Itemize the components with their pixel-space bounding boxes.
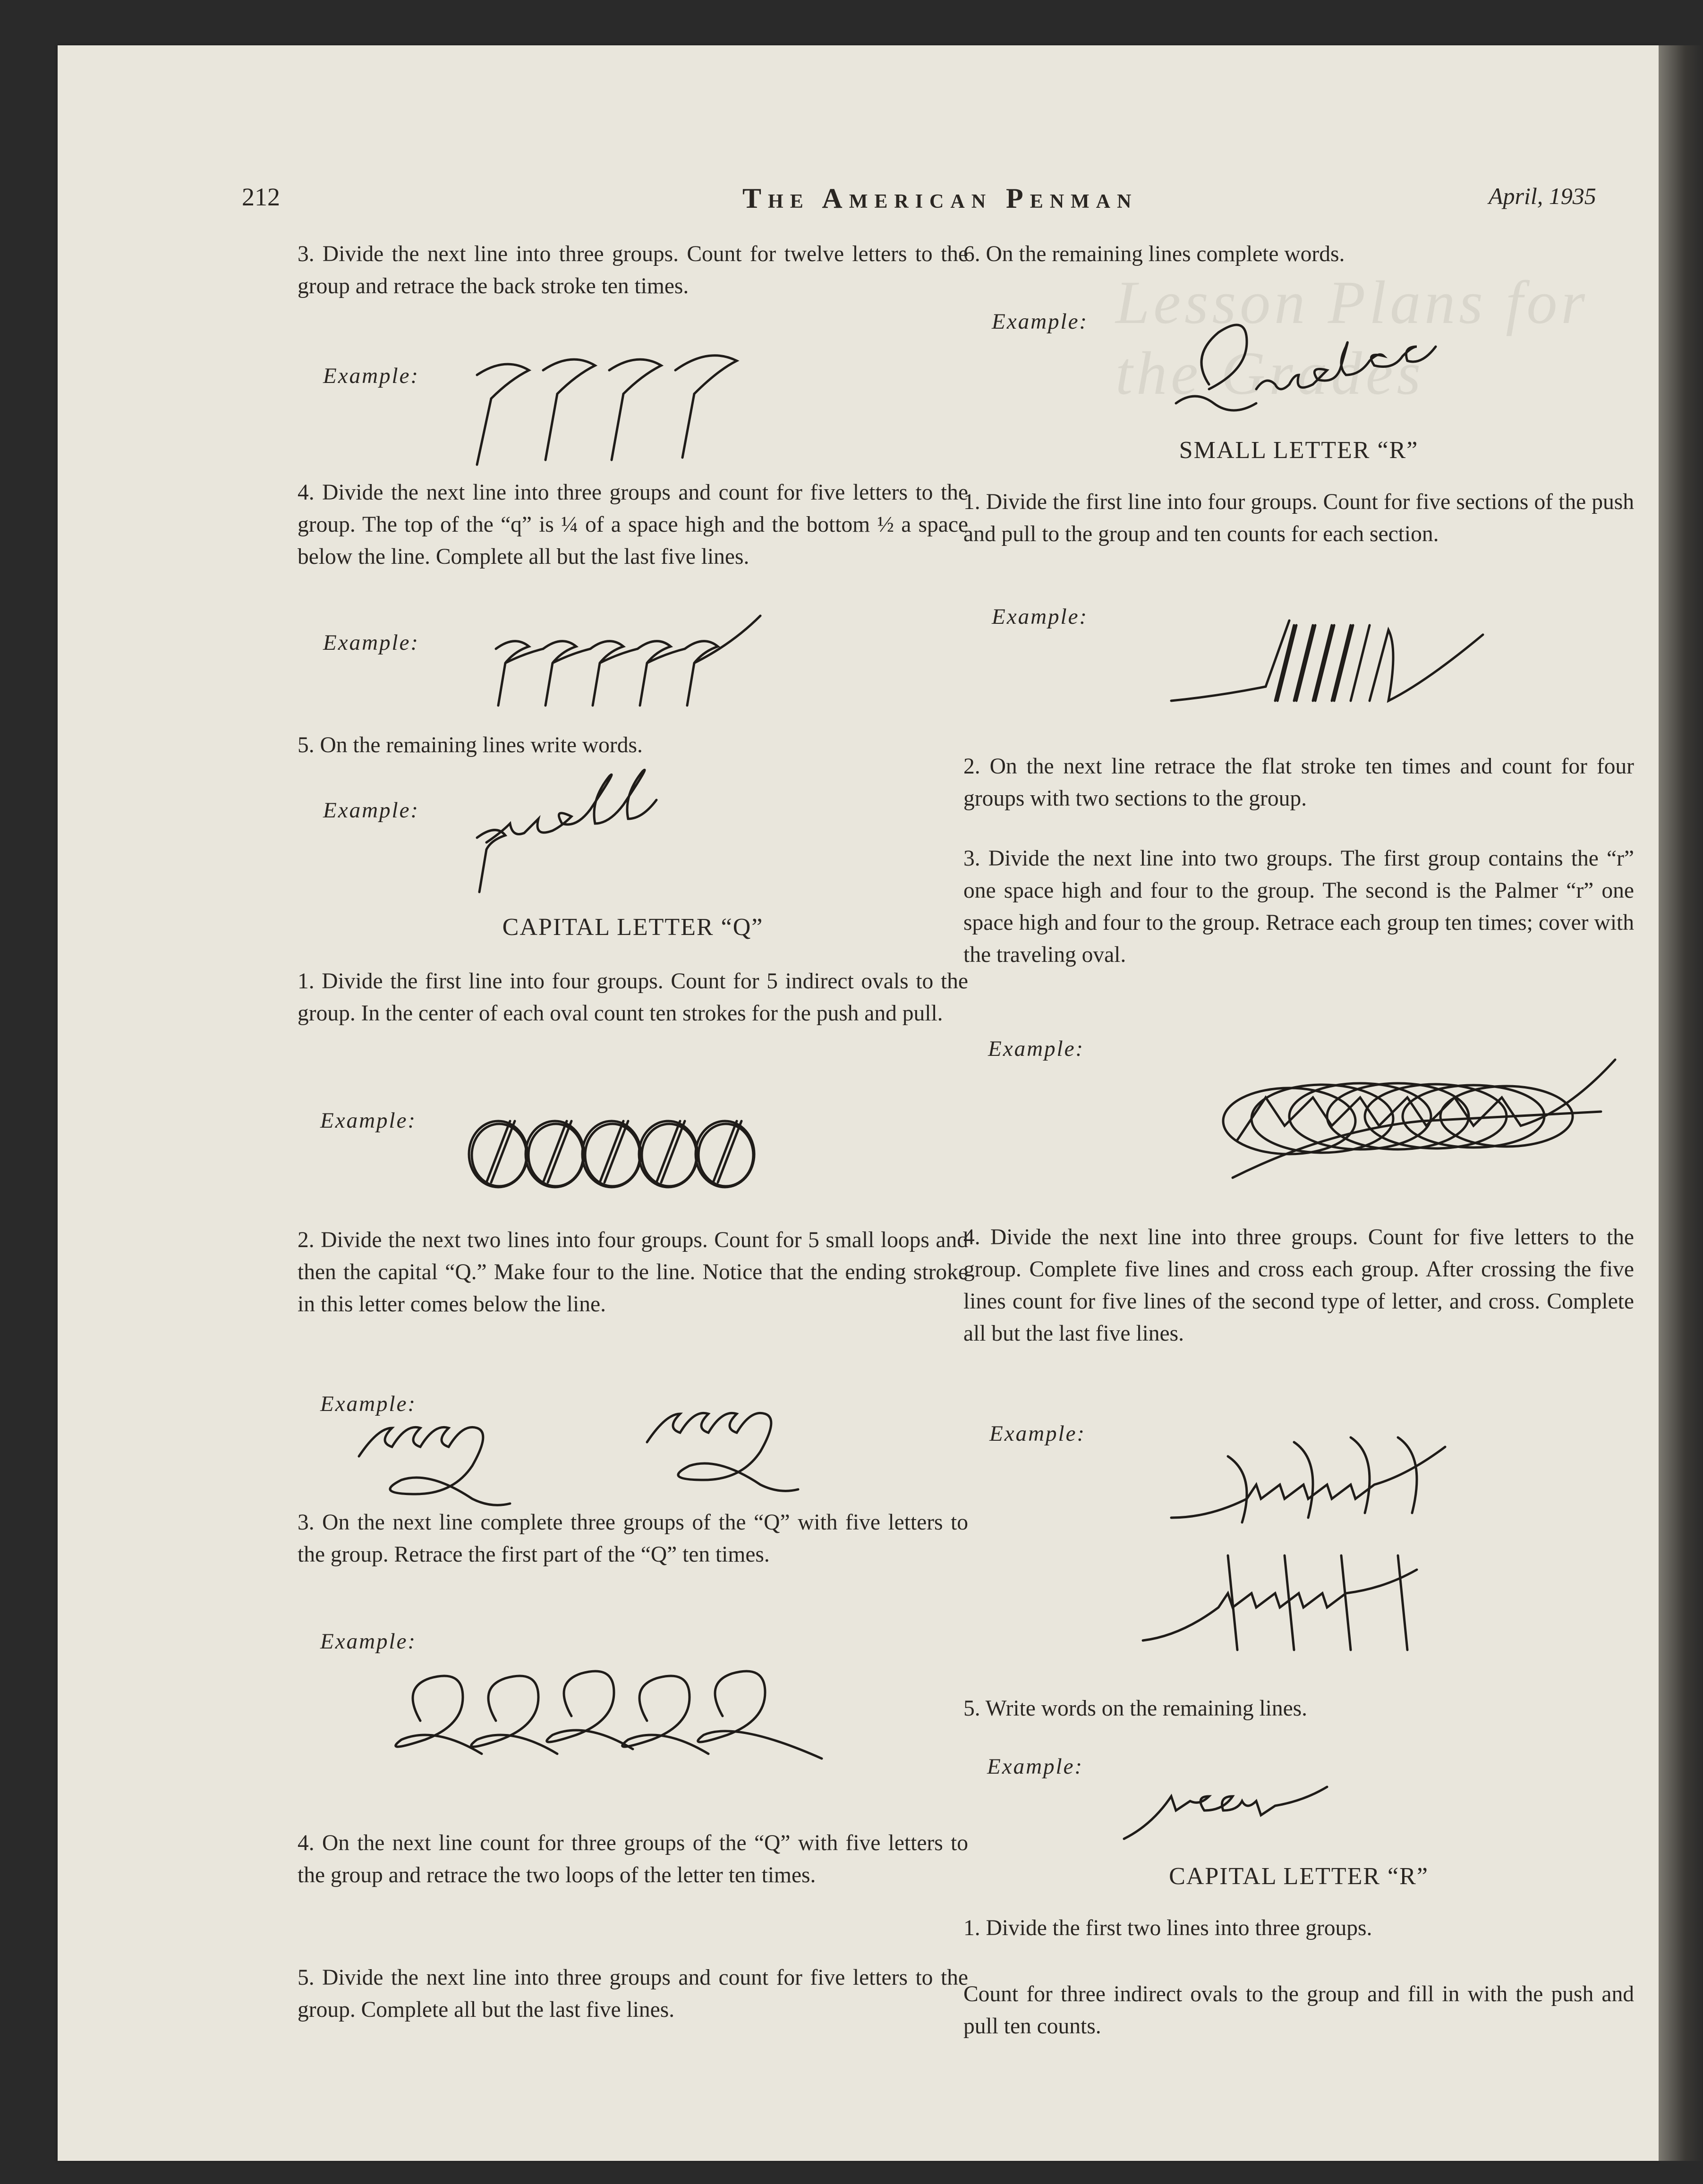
small-r-instruction-3: 3. Divide the next line into two groups. The first group contains the “r” one space high and four to the group. The second is the Palmer “r” one space high and four to the group. Retrace each group ten times; cover with the traveling oval. [963,846,1634,967]
capital-r-instruction-2: Count for three indirect ovals to the group and fill in with the push and pull ten counts. [963,1982,1634,2039]
small-r-instruction-5: 5. Write words on the remaining lines. [963,1696,1308,1721]
journal-title: The American Penman [742,183,1138,214]
example-label: Example: [992,604,1089,629]
q-instruction-3: 3. Divide the next line into three groups. Count for twelve letters to the group and retrace the back stroke ten times. [298,242,968,298]
show-through-text: Lesson Plans for the Grades [1115,269,1589,408]
example-label: Example: [988,1037,1085,1061]
handwriting-sample-traveling-oval [963,1069,1625,1192]
handwriting-sample-q-retrace [298,347,959,460]
capital-q-instruction-5: 5. Divide the next line into three groups and count for five letters to the group. Complete all but the last five lines. [298,1965,968,2022]
q-instruction-5: 5. On the remaining lines write words. [298,733,643,757]
small-r-instruction-4: 4. Divide the next line into three groups. Count for five letters to the group. Complete five lines and cross each group. After crossing the five lines count for five lines of the second type of letter, and cross. Complete all but the last five lines. [963,1225,1634,1346]
example-label: Example: [320,1108,417,1133]
handwriting-sample-crossed-r [963,1419,1625,1664]
example-label: Example: [320,1629,417,1654]
handwriting-sample-rear [963,1768,1625,1853]
magazine-page [58,45,1659,2161]
section-heading-capital-q: CAPITAL LETTER “Q” [502,914,764,941]
book-spine-edge [1659,45,1703,2161]
right-column [963,238,1634,2127]
q-instruction-6: 6. On the remaining lines complete words. [963,242,1345,266]
example-label: Example: [992,309,1089,334]
capital-q-instruction-1: 1. Divide the first line into four groups. Count for 5 indirect ovals to the group. In the center of each oval count ten strokes for the push and pull. [298,969,968,1026]
section-heading-small-r: SMALL LETTER “R” [1179,437,1419,464]
capital-r-instruction-1: 1. Divide the first two lines into three groups. [963,1916,1372,1940]
section-heading-capital-r: CAPITAL LETTER “R” [1169,1863,1429,1890]
capital-q-instruction-2: 2. Divide the next two lines into four groups. Count for 5 small loops and then the capital “Q.” Make four to the line. Notice that the ending stroke in this letter comes below the line. [298,1228,968,1317]
issue-date: April, 1935 [1489,183,1596,209]
example-label: Example: [323,798,420,823]
handwriting-sample-indirect-ovals [298,1107,959,1211]
example-label: Example: [323,630,420,655]
handwriting-sample-q-lowercase [298,611,959,705]
small-r-instruction-2: 2. On the next line retrace the flat stroke ten times and count for four groups with two sections to the group. [963,754,1634,811]
capital-q-instruction-3: 3. On the next line complete three groups of the “Q” with five letters to the group. Retrace the first part of the “Q” ten times. [298,1510,968,1567]
example-label: Example: [320,1392,417,1416]
example-label: Example: [989,1421,1086,1446]
example-label: Example: [323,364,420,388]
handwriting-sample-quell [298,776,959,899]
small-r-instruction-1: 1. Divide the first line into four groups. Count for five sections of the push and pull to the group and ten counts for each section. [963,490,1634,546]
example-label: Example: [987,1754,1084,1779]
handwriting-sample-quebec [963,309,1625,422]
q-instruction-4: 4. Divide the next line into three groups and count for five letters to the group. The top of the “q” is ¼ of a space high and the bottom ½ a space below the line. Complete all but the last five lines. [298,480,968,569]
page-number: 212 [242,183,280,211]
left-column [298,238,968,2127]
handwriting-sample-capital-q-retrace [298,1659,959,1782]
handwriting-sample-push-pull [963,611,1625,724]
capital-q-instruction-4: 4. On the next line count for three groups of the “Q” with five letters to the group and retrace the two loops of the letter ten times. [298,1831,968,1887]
